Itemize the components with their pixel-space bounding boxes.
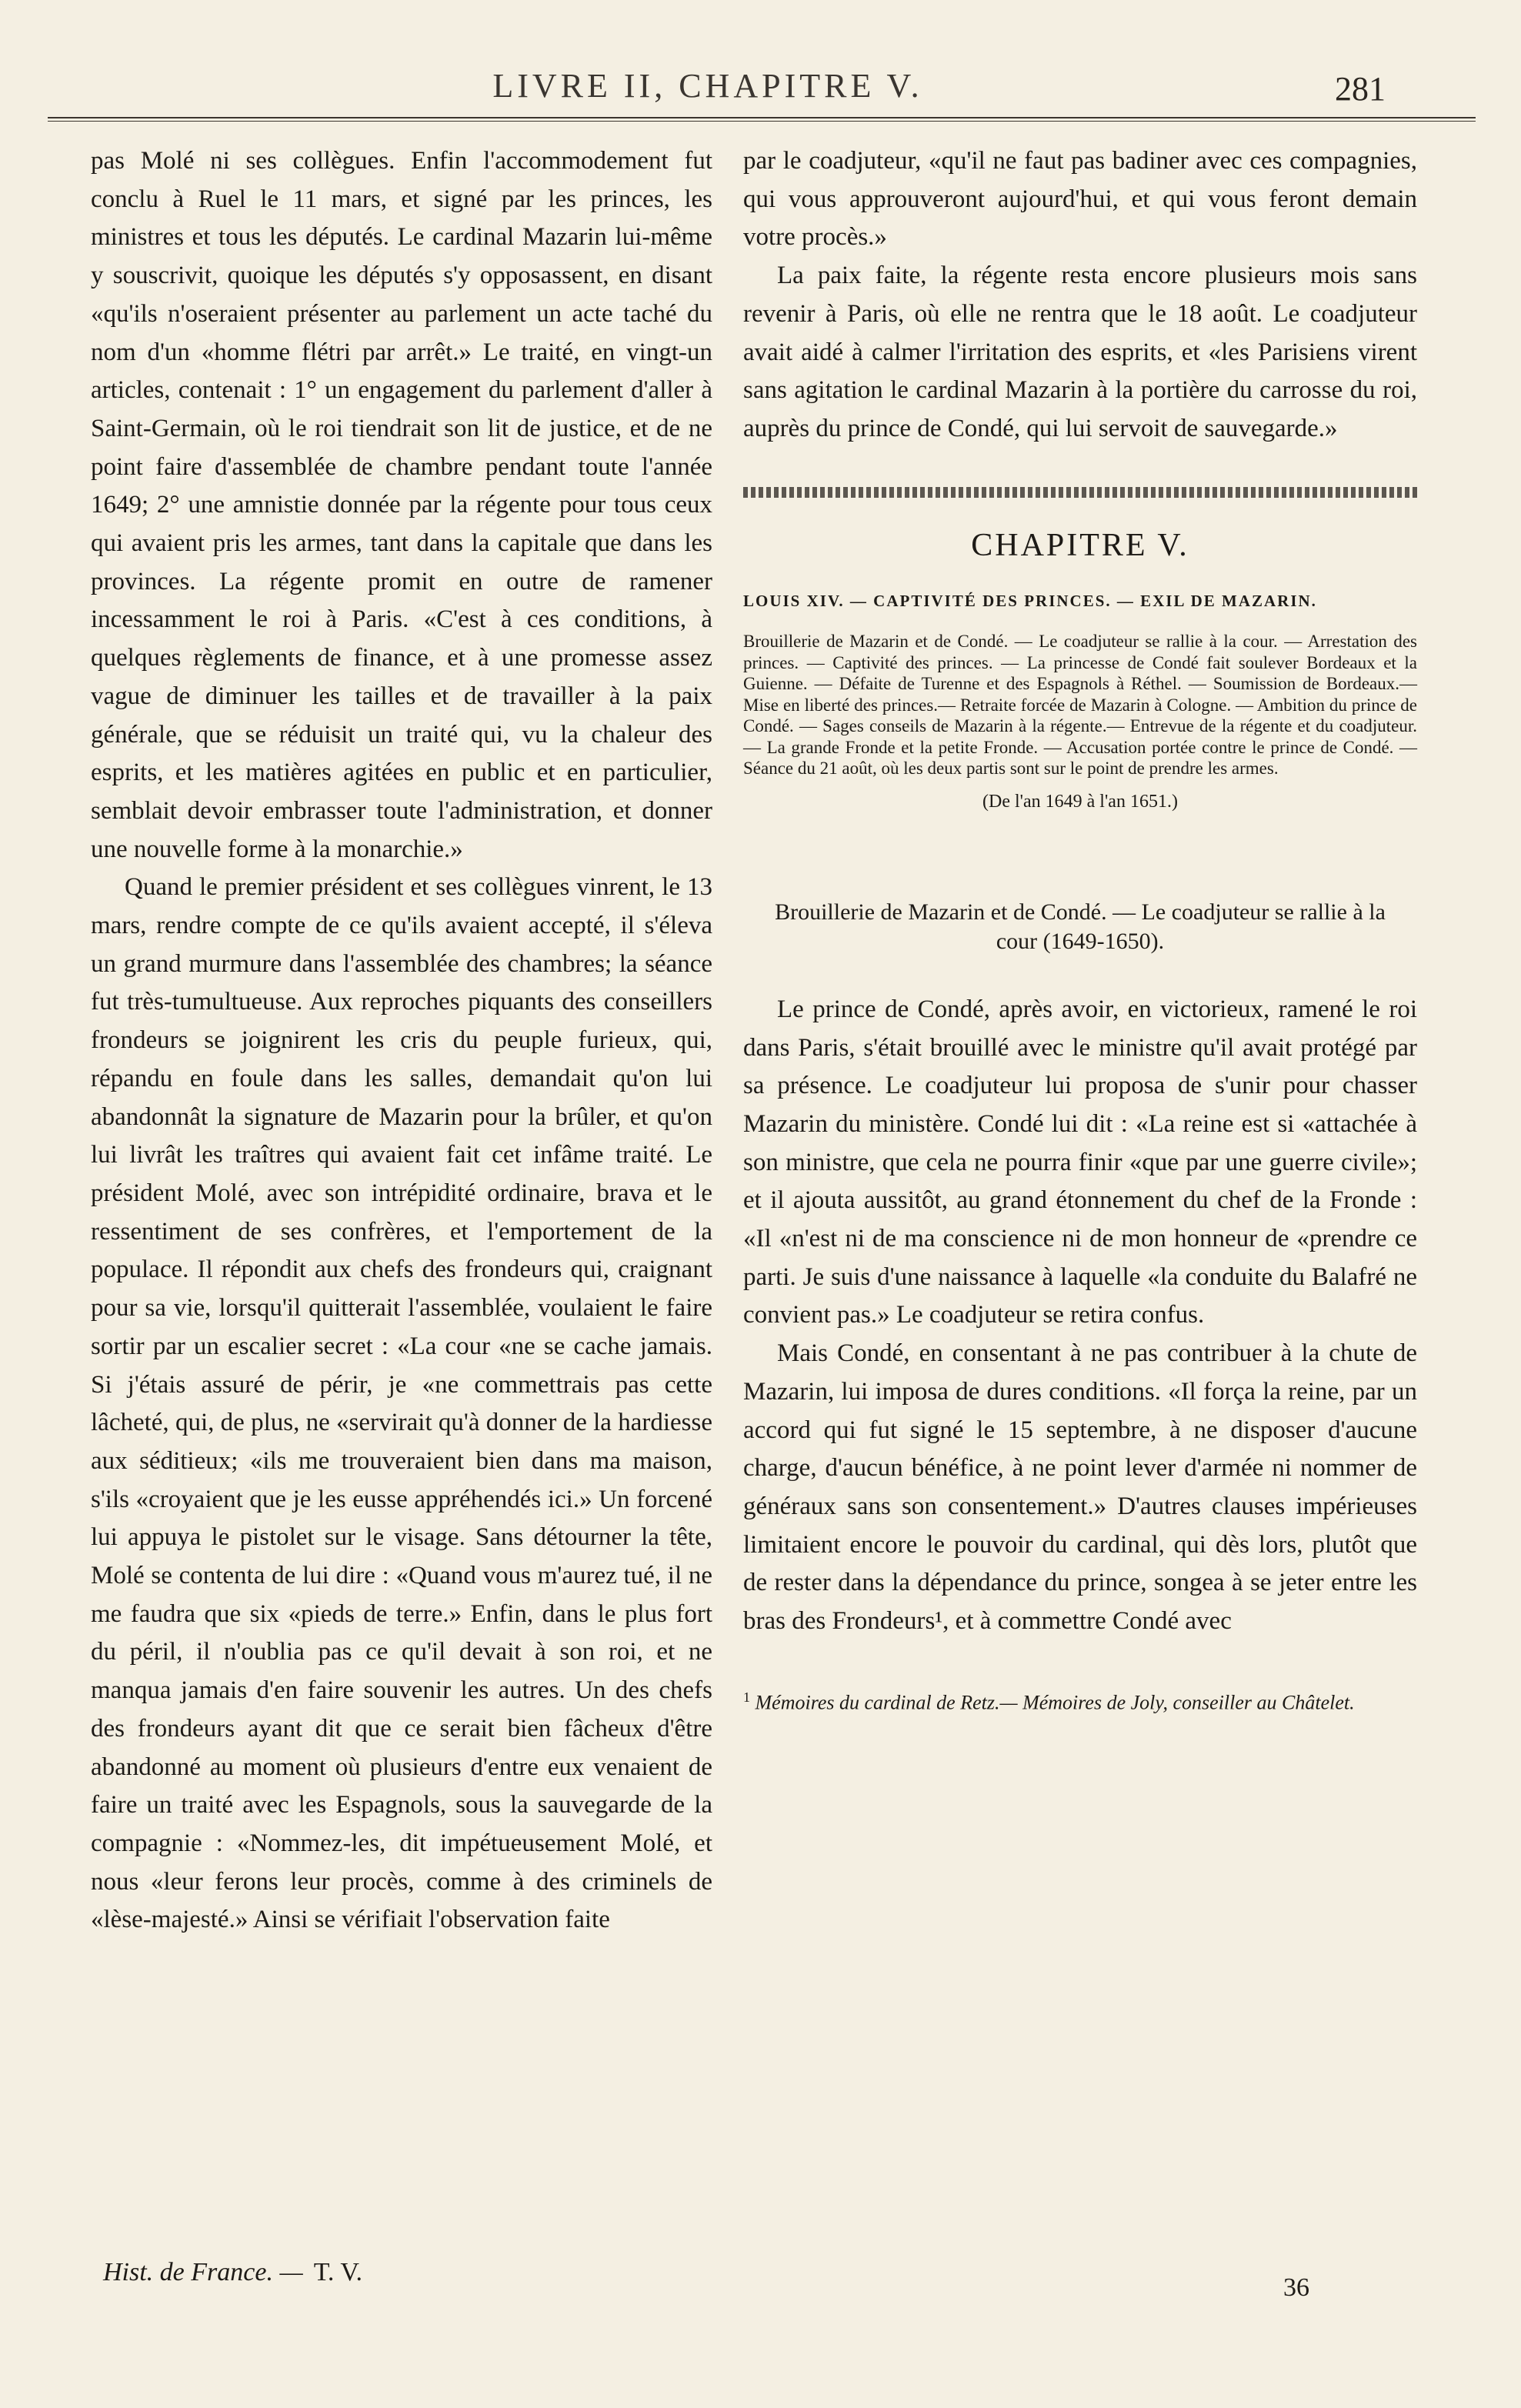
chapter-summary: Brouillerie de Mazarin et de Condé. — Le coadjuteur se rallie à la cour. — Arrestation des princes. — Captivité des princes. — La princesse de Condé fait soulever Bordeaux et la Guienne. — Défaite de Turenne et des Espagnols à Réthel. — Soumission de Bordeaux.— Mise en liberté des princes.— Retraite forcée de Mazarin à Cologne. — Ambition du prince de Condé. — Sages conseils de Mazarin à la régente.— Entrevue de la régente et du coadjuteur. — La grande Fronde et la petite Fronde. — Accusation portée contre le prince de Condé. — Séance du 21 août, où les deux partis sont sur le point de prendre les armes. [743,632,1417,779]
footnote-mark: 1 [743,1689,750,1705]
right-column [743,142,1417,2289]
chapter-subtitle: LOUIS XIV. — CAPTIVITÉ DES PRINCES. — EXIL DE MAZARIN. [743,592,1317,611]
tome-number: T. V. [313,2258,362,2286]
chapter-dates: (De l'an 1649 à l'an 1651.) [982,791,1178,812]
body-paragraph: Mais Condé, en consentant à ne pas contribuer à la chute de Mazarin, lui imposa de dures conditions. «Il força la reine, par un accord qui fut signé le 15 septembre, à ne disposer d'aucune charge, d'aucun bénéfice, à ne point lever d'armée ni nommer de généraux sans son consentement.» D'autres clauses impérieuses limitaient encore le pouvoir du cardinal, qui dès lors, plutôt que de rester dans la dépendance du prince, songea à se jeter entre les bras des Frondeurs¹, et à commettre Condé avec [743,1339,1417,1636]
body-paragraph: pas Molé ni ses collègues. Enfin l'accommodement fut conclu à Ruel le 11 mars, et signé par les princes, les ministres et tous les députés. Le cardinal Mazarin lui-même y souscrivit, quoique les députés s'y opposassent, en disant «qu'ils n'oseraient présenter au parlement un acte taché du nom d'un «homme flétri par arrêt.» Le traité, en vingt-un articles, contenait : 1° un engagement du parlement d'aller à Saint-Germain, où le roi tiendrait son lit de justice, et de ne point faire d'assemblée de chambre pendant toute l'année 1649; 2° une amnistie donnée par la régente pour tous ceux qui avaient pris les armes, tant dans la capitale que dans les provinces. La régente promit en outre de ramener incessamment le roi à Paris. «C'est à ces conditions, à quelques règlements de finance, et à une promesse assez vague de diminuer les tailles et de travailler à la paix générale, que se réduisit un traité qui, vu la chaleur des esprits, et les matières agitées en public et en particulier, semblait devoir embrasser toute l'administration, et donner une nouvelle forme à la monarchie.» [91,147,712,863]
chapter-heading: CHAPITRE V. [971,527,1189,563]
section-heading: Brouillerie de Mazarin et de Condé. — Le coadjuteur se rallie à la cour (1649-1650). [775,899,1386,954]
body-paragraph: par le coadjuteur, «qu'il ne faut pas badiner avec ces compagnies, qui vous approuveront aujourd'hui, et qui vous feront demain votre procès.» [743,147,1417,252]
book-reference [103,2258,362,2287]
body-paragraph: La paix faite, la régente resta encore plusieurs mois sans revenir à Paris, où elle ne rentra que le 18 août. Le coadjuteur avait aidé à calmer l'irritation des esprits, et «les Parisiens virent sans agitation le cardinal Mazarin à la portière du carrosse du roi, auprès du prince de Condé, qui lui servoit de sauvegarde.» [743,262,1417,442]
running-header: LIVRE II, CHAPITRE V. [492,67,923,105]
body-paragraph: Quand le premier président et ses collègues vinrent, le 13 mars, rendre compte de ce qu'ils avaient accepté, il s'éleva un grand murmure dans l'assemblée des chambres; la séance fut très-tumultueuse. Aux reproches piquants des conseillers frondeurs se joignirent les cris du peuple furieux, qui, répandu en foule dans les salles, demandait qu'on lui abandonnât la signature de Mazarin pour la brûler, et qu'on lui livrât les traîtres qui avaient fait cet infâme traité. Le président Molé, avec son intrépidité ordinaire, brava et le ressentiment de ses confrères, et l'emportement de la populace. Il répondit aux chefs des frondeurs qui, craignant pour sa vie, lorsqu'il quitterait l'assemblée, voulaient le faire sortir par un escalier secret : «La cour «ne se cache jamais. Si j'étais assuré de périr, je «ne commettrais pas cette lâcheté, qui, de plus, ne «servirait qu'à donner de la hardiesse aux séditieux; «ils me trouveraient bien dans ma maison, s'ils «croyaient que je les eusse appréhendés ici.» Un forcené lui appuya le pistolet sur le visage. Sans détourner la tête, Molé se contenta de lui dire : «Quand vous m'aurez tué, il ne me faudra que six «pieds de terre.» Enfin, dans le plus fort du péril, il n'oublia pas ce qu'il devait à son roi, et ne manqua jamais d'en faire souvenir les autres. Un des chefs des frondeurs ayant dit que ce serait bien fâcheux d'être abandonné au moment où plusieurs d'entre eux venaient de faire un traité avec les Espagnols, sous la sauvegarde de la compagnie : «Nommez-les, dit impétueusement Molé, et nous «leur ferons leur procès, comme à des criminels de «lèse-majesté.» Ainsi se vérifiait l'observation faite [91,873,712,1934]
signature-mark: 36 [1283,2273,1309,2302]
footnote-text: Mémoires du cardinal de Retz.— Mémoires de Joly, conseiller au Châtelet. [755,1691,1355,1714]
header-rule [48,117,1476,122]
book-reference-title: Hist. de France. — [103,2258,303,2286]
body-paragraph: Le prince de Condé, après avoir, en victorieux, ramené le roi dans Paris, s'était brouillé avec le ministre qu'il avait protégé par sa présence. Le coadjuteur lui proposa de s'unir pour chasser Mazarin du ministère. Condé lui dit : «La reine est si «attachée à son ministre, que cela ne pourra finir «que par une guerre civile»; et il ajouta aussitôt, au grand étonnement du chef de la Fronde : «Il «n'est ni de ma conscience ni de mon honneur de «prendre ce parti. Je suis d'une naissance à laquelle «la conduite du Balafré ne convient pas.» Le coadjuteur se retira confus. [743,995,1417,1329]
ornamental-divider [743,487,1417,498]
footnote [743,1686,1417,1715]
left-column [91,142,712,2273]
page-number: 281 [1335,70,1386,108]
